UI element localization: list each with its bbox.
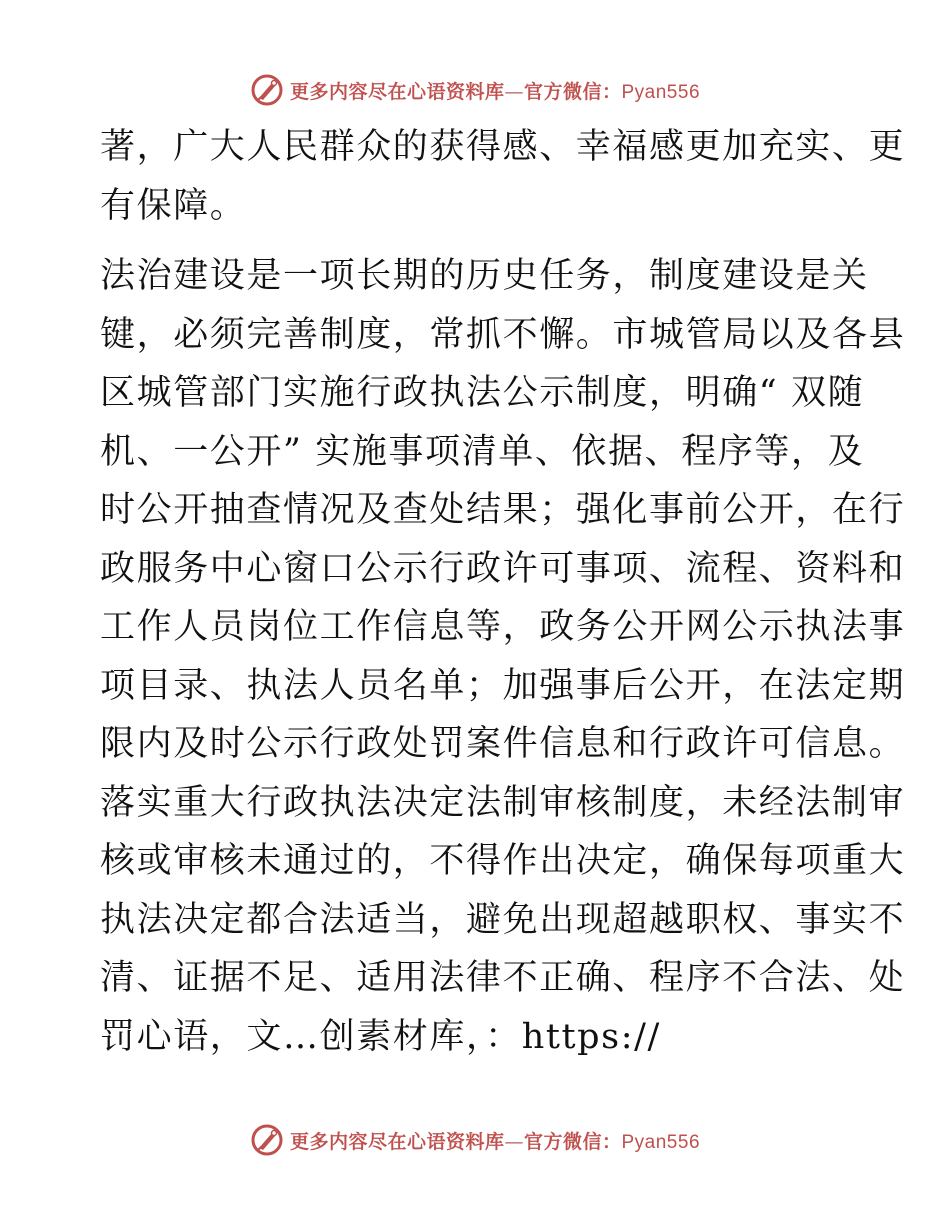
header-wechat-label: 官方微信： <box>523 80 622 103</box>
footer-banner <box>0 1120 950 1160</box>
text-line: 机、一公开” 实施事项清单、依据、程序等，及 <box>100 431 865 472</box>
text-line: 区城管部门实施行政执法公示制度，明确“ 双随 <box>100 373 865 413</box>
text-line: 政服务中心窗口公示行政许可事项、流程、资料和 <box>100 548 906 589</box>
text-line: 清、证据不足、适用法律不正确、程序不合法、处 <box>100 958 906 998</box>
quill-logo-icon <box>250 1123 284 1157</box>
text-line: 时公开抽查情况及查处结果；强化事前公开，在行 <box>100 490 906 530</box>
text-line: 核或审核未通过的，不得作出决定，确保每项重大 <box>100 841 906 881</box>
paragraph-1 <box>100 118 906 235</box>
text-line: 著，广大人民群众的获得感、幸福感更加充实、更 <box>100 127 906 167</box>
footer-dash: — <box>504 1130 524 1153</box>
header-banner <box>0 70 950 110</box>
paragraph-spacer <box>100 235 860 247</box>
text-line: 落实重大行政执法决定法制审核制度，未经法制审 <box>100 782 906 823</box>
document-body <box>100 118 906 1066</box>
header-dash: — <box>504 80 524 103</box>
header-brand: 更多内容尽在心语资料库 <box>289 80 505 103</box>
text-line: 有保障。 <box>100 185 247 226</box>
text-line: 键，必须完善制度，常抓不懈。市城管局以及各县 <box>100 314 906 355</box>
footer-banner-text <box>290 1127 700 1154</box>
footer-wechat-label: 官方微信： <box>523 1130 622 1153</box>
header-banner-inner <box>250 73 700 107</box>
text-line: 罚心语，文…创素材库，：https:// <box>100 1016 661 1057</box>
text-line: 项目录、执法人员名单；加强事后公开，在法定期 <box>100 665 906 706</box>
text-line: 限内及时公示行政处罚案件信息和行政许可信息。 <box>100 724 906 764</box>
footer-brand: 更多内容尽在心语资料库 <box>289 1130 505 1153</box>
text-line: 执法决定都合法适当，避免出现超越职权、事实不 <box>100 899 906 940</box>
paragraph-2 <box>100 247 906 1066</box>
footer-handle: Pyan556 <box>621 1131 701 1153</box>
header-banner-text <box>290 77 700 104</box>
quill-logo-icon <box>250 73 284 107</box>
text-line: 法治建设是一项长期的历史任务，制度建设是关 <box>100 256 869 296</box>
text-line: 工作人员岗位工作信息等，政务公开网公示执法事 <box>100 607 906 647</box>
header-handle: Pyan556 <box>621 81 701 103</box>
footer-banner-inner <box>250 1123 700 1157</box>
